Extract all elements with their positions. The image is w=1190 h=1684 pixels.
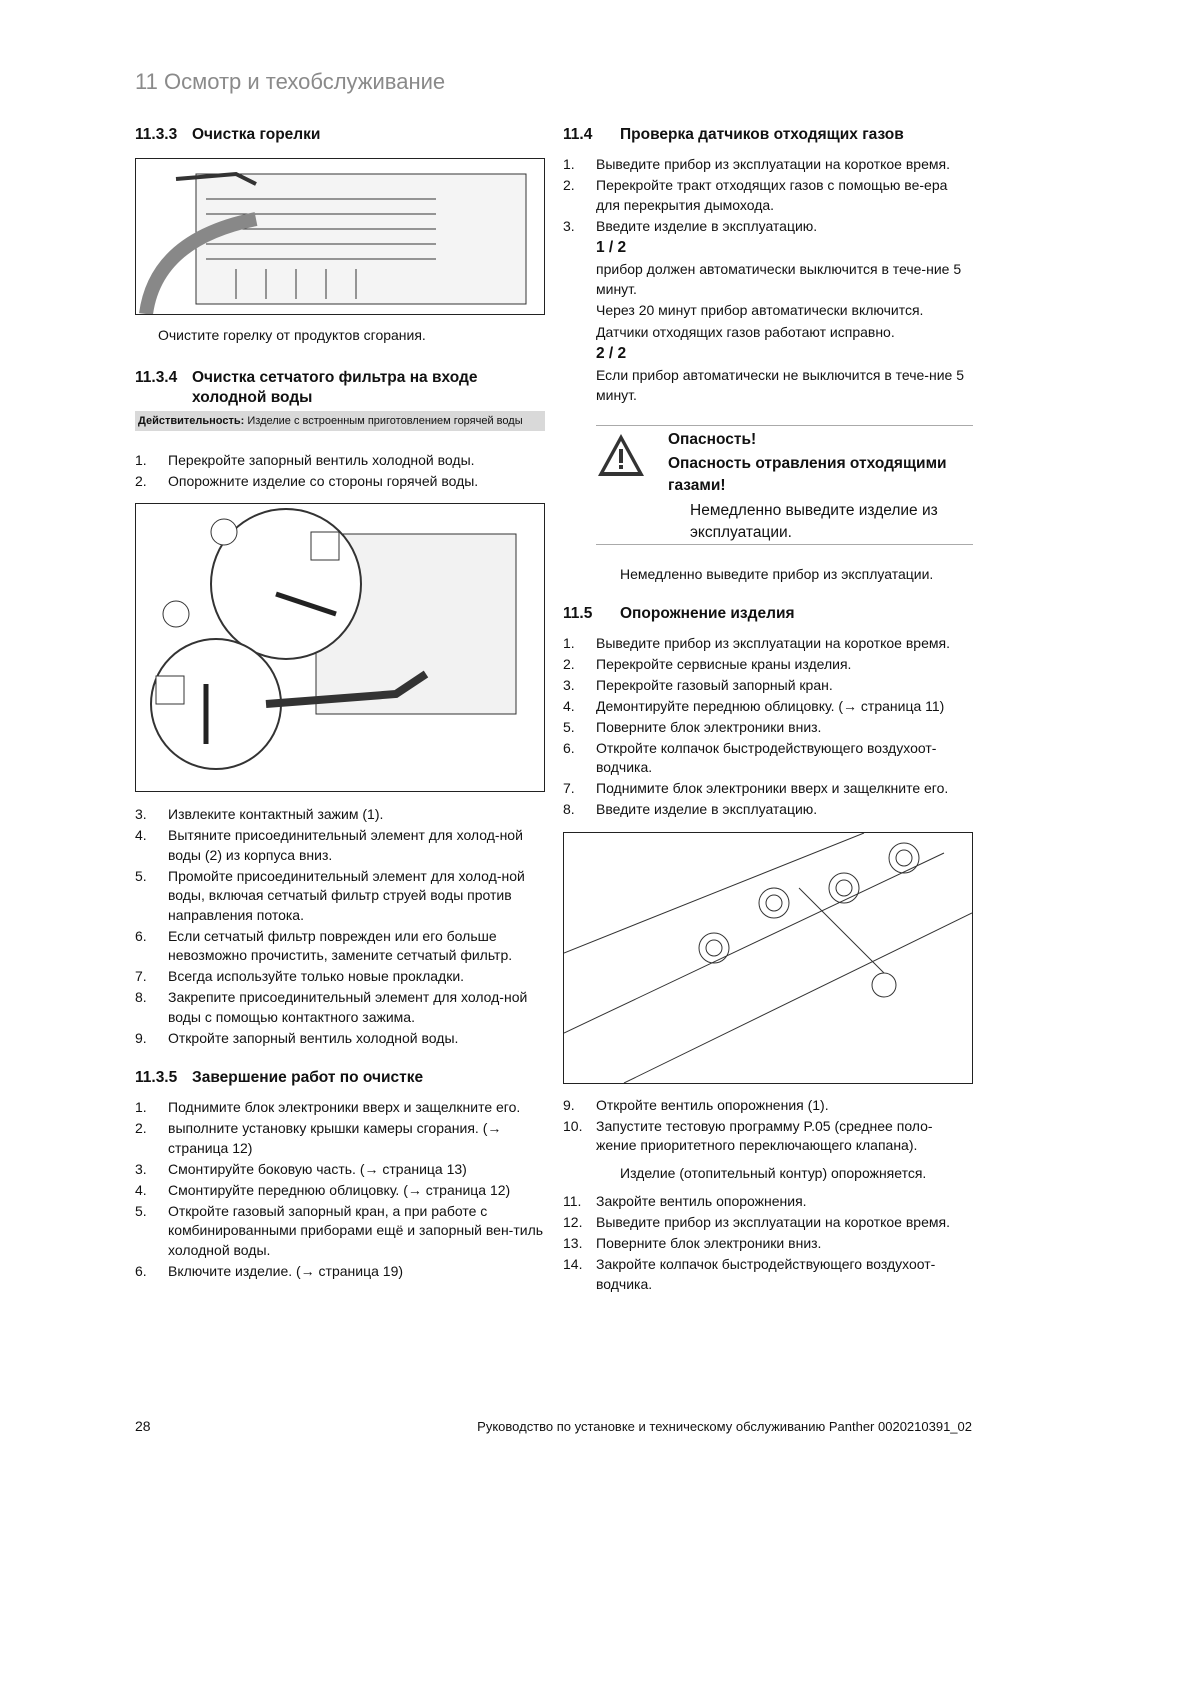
list-item: 3. Введите изделие в эксплуатацию. (563, 217, 818, 234)
filter-illustration (136, 504, 544, 791)
list-item: 14. Закройте колпачок быстродействующего воздухоот-водчика. (563, 1256, 936, 1292)
list-item: 6. Откройте колпачок быстродействующего воздухоот-водчика. (563, 739, 937, 775)
list-item: 3. Смонтируйте боковую часть. (→ страница 13) (135, 1160, 467, 1177)
results (563, 238, 973, 405)
list-item: 3. Извлеките контактный зажим (1). (135, 806, 384, 822)
list-item: 1. Поднимите блок электроники вверх и защелкните его. (135, 1099, 521, 1115)
list-item: 7. Всегда используйте только новые прокладки. (135, 968, 465, 984)
list-item: 2. Перекройте тракт отходящих газов с помощью ве-ера для перекрытия дымохода. (563, 177, 948, 213)
warning-text: Немедленно выведите изделие из эксплуатации. (690, 502, 938, 541)
burner-cleaning-figure (135, 158, 545, 315)
divider (596, 544, 973, 545)
result-1-label: 1 / 2 (596, 239, 627, 256)
steps-list (563, 1096, 973, 1156)
steps-list (563, 155, 973, 236)
drain-valve-figure (563, 832, 973, 1084)
list-item: 1. Перекройте запорный вентиль холодной воды. (135, 451, 475, 468)
steps-list (563, 634, 973, 820)
drain-valve-illustration (564, 833, 972, 1083)
steps-list (135, 805, 545, 1048)
list-item: 13. Поверните блок электроники вниз. (563, 1235, 822, 1251)
list-item: 6. Включите изделие. (→ страница 19) (135, 1262, 404, 1279)
list-item: 8. Закрепите присоединительный элемент для холод-ной воды с помощью контактного зажима. (135, 989, 528, 1025)
right-column (563, 125, 973, 1296)
chapter-title: 11 Осмотр и техобслуживание (135, 69, 446, 94)
filter-figure (135, 503, 545, 792)
list-item: 2. выполните установку крышки камеры сгорания. (→ страница 12) (135, 1120, 502, 1156)
section-heading-11-3-3: 11.3.3 Очистка горелки (135, 126, 321, 143)
result-text: Датчики отходящих газов работают исправно. (596, 323, 895, 340)
section-heading-11-5: 11.5 Опорожнение изделия (563, 604, 795, 622)
list-item: 3. Перекройте газовый запорный кран. (563, 676, 833, 693)
warning-subtitle: Опасность отравления отходящими газами! (668, 455, 947, 494)
validity-note: Действительность: Изделие с встроенным приготовлением горячей воды (135, 411, 545, 431)
list-item: 5. Откройте газовый запорный кран, а при работе с комбинированными приборами ещё и запорный вен-тиль холодной воды. (135, 1202, 544, 1258)
list-item: 5. Поверните блок электроники вниз. (563, 718, 822, 735)
list-item: 4. Смонтируйте переднюю облицовку. (→ страница 12) (135, 1181, 511, 1198)
steps-list (135, 451, 545, 492)
section-heading-11-3-4: 11.3.4 Очистка сетчатого фильтра на входе холодной воды (135, 368, 478, 406)
list-item: 12. Выведите прибор из эксплуатации на короткое время. (563, 1214, 950, 1230)
section-heading-11-4: 11.4 Проверка датчиков отходящих газов (563, 126, 904, 143)
section-heading-11-3-5: 11.3.5 Завершение работ по очистке (135, 1069, 424, 1086)
list-item: 11. Закройте вентиль опорожнения. (563, 1193, 807, 1209)
list-item: 7. Поднимите блок электроники вверх и защелкните его. (563, 780, 949, 796)
list-item: 6. Если сетчатый фильтр поврежден или его больше невозможно прочистить, замените сетчатый фильтр. (135, 927, 513, 963)
burner-illustration (136, 159, 544, 314)
result-text: прибор должен автоматически выключится в тече-ние 5 минут. (596, 261, 962, 297)
after-warning-text: Немедленно выведите прибор из эксплуатации. (620, 566, 934, 582)
warning-triangle-icon (596, 432, 646, 478)
result-text: Через 20 минут прибор автоматически включится. (596, 302, 924, 318)
list-item: 1. Выведите прибор из эксплуатации на короткое время. (563, 156, 950, 172)
steps-list (563, 1192, 973, 1294)
warning-title: Опасность! (668, 431, 757, 448)
result-text: Изделие (отопительный контур) опорожняется. (620, 1164, 927, 1181)
list-item: 2. Опорожните изделие со стороны горячей воды. (135, 472, 479, 489)
burner-caption: Очистите горелку от продуктов сгорания. (158, 327, 426, 343)
list-item: 2. Перекройте сервисные краны изделия. (563, 655, 852, 672)
result-2-label: 2 / 2 (596, 345, 627, 362)
list-item: 4. Демонтируйте переднюю облицовку. (→ страница 11) (563, 697, 945, 714)
danger-warning (596, 426, 973, 544)
left-column (135, 125, 545, 1283)
list-item: 9. Откройте вентиль опорожнения (1). (563, 1096, 829, 1113)
list-item: 5. Промойте присоединительный элемент для холод-ной воды, включая сетчатый фильтр струей воды против направления потока. (135, 867, 525, 923)
list-item: 9. Откройте запорный вентиль холодной воды. (135, 1029, 459, 1046)
list-item: 8. Введите изделие в эксплуатацию. (563, 801, 818, 817)
page-number: 28 (135, 1418, 151, 1434)
list-item: 1. Выведите прибор из эксплуатации на короткое время. (563, 634, 950, 651)
document-title-footer: Руководство по установке и техническому обслуживанию Panther 0020210391_02 (477, 1419, 972, 1434)
result-text: Если прибор автоматически не выключится в тече-ние 5 минут. (596, 367, 964, 403)
steps-list (135, 1098, 545, 1281)
list-item: 4. Вытяните присоединительный элемент для холод-ной воды (2) из корпуса вниз. (135, 827, 523, 863)
list-item: 10. Запустите тестовую программу P.05 (среднее поло-жение приоритетного переключающего клапана). (563, 1117, 933, 1153)
